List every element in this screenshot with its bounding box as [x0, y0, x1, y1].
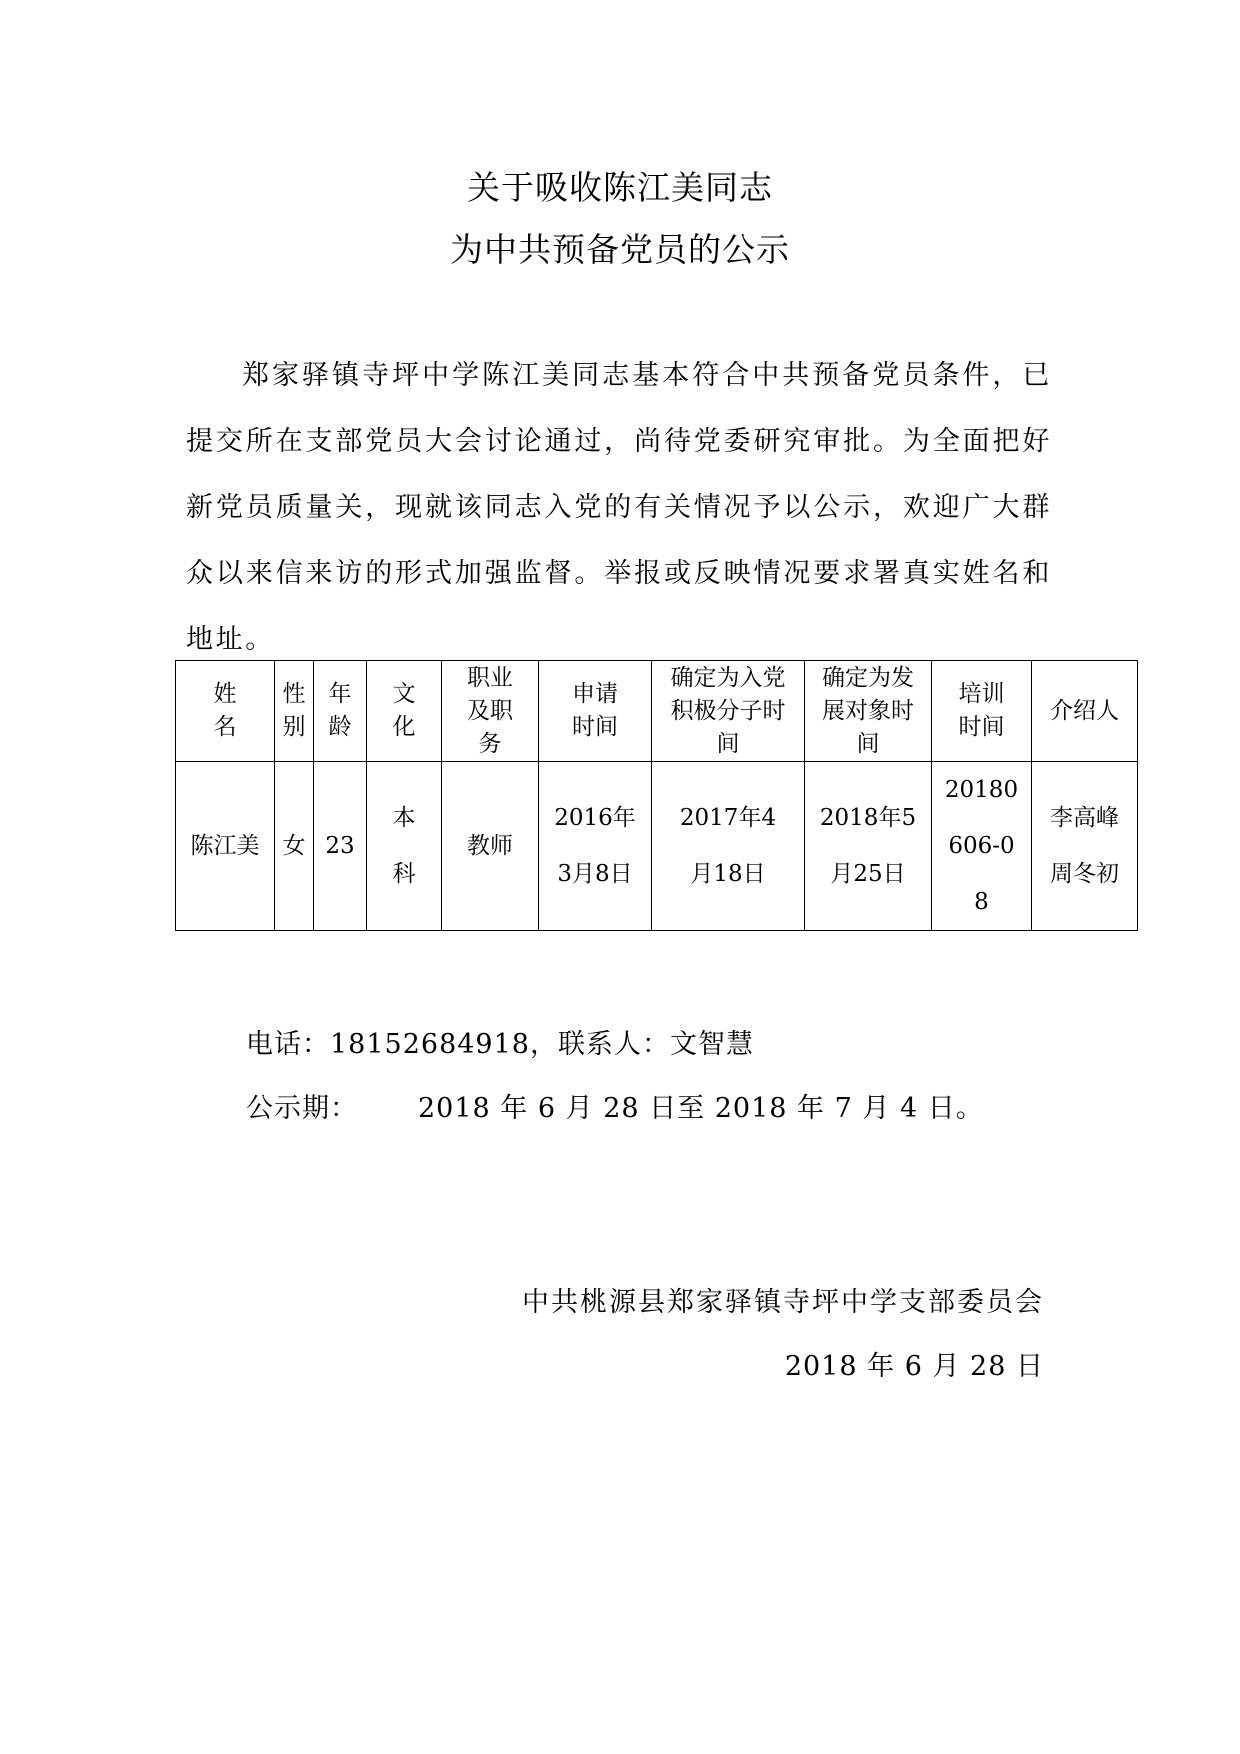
cell-gender: 女 — [275, 762, 314, 931]
contact-line: 电话：18152684918，联系人：文智慧 — [246, 1029, 754, 1060]
header-apply-date: 申请时间 — [539, 661, 652, 762]
header-occupation: 职业及职务 — [442, 661, 539, 762]
period-label: 公示期： — [246, 1093, 358, 1124]
cell-occupation: 教师 — [442, 762, 539, 931]
period-value: 2018 年 6 月 28 日至 2018 年 7 月 4 日。 — [418, 1093, 984, 1124]
table-row — [176, 762, 1138, 931]
header-age: 年龄 — [314, 661, 367, 762]
header-education: 文化 — [367, 661, 442, 762]
table-header-row — [176, 661, 1138, 762]
issuing-organization: 中共桃源县郑家驿镇寺坪中学支部委员会 — [522, 1287, 1044, 1318]
cell-education: 本科 — [367, 762, 442, 931]
title-line-1: 关于吸收陈江美同志 — [467, 168, 773, 207]
header-sponsor: 介绍人 — [1032, 661, 1138, 762]
announcement-paragraph: 郑家驿镇寺坪中学陈江美同志基本符合中共预备党员条件，已提交所在支部党员大会讨论通过，尚待党委研究审批。为全面把好新党员质量关，现就该同志入党的有关情况予以公示，欢迎广大群众以来信来访的形式加强监督。举报或反映情况要求署真实姓名和地址。 — [186, 360, 1052, 655]
sponsor-1: 李高峰 — [1050, 805, 1119, 831]
header-candidate-date: 确定为发展对象时间 — [805, 661, 932, 762]
issue-date: 2018 年 6 月 28 日 — [784, 1351, 1044, 1382]
header-activist-date: 确定为入党积极分子时间 — [652, 661, 805, 762]
cell-apply-date: 2016年3月8日 — [539, 762, 652, 931]
cell-age: 23 — [314, 762, 367, 931]
cell-candidate-date: 2018年5月25日 — [805, 762, 932, 931]
header-gender: 性别 — [275, 661, 314, 762]
cell-name: 陈江美 — [176, 762, 275, 931]
title-line-2: 为中共预备党员的公示 — [450, 230, 790, 269]
sponsor-2: 周冬初 — [1050, 861, 1119, 887]
cell-training-date: 20180606-08 — [932, 762, 1032, 931]
candidate-info-table — [175, 660, 1138, 931]
cell-activist-date: 2017年4月18日 — [652, 762, 805, 931]
header-name: 姓名 — [176, 661, 275, 762]
cell-sponsors — [1032, 762, 1138, 931]
header-training-date: 培训时间 — [932, 661, 1032, 762]
